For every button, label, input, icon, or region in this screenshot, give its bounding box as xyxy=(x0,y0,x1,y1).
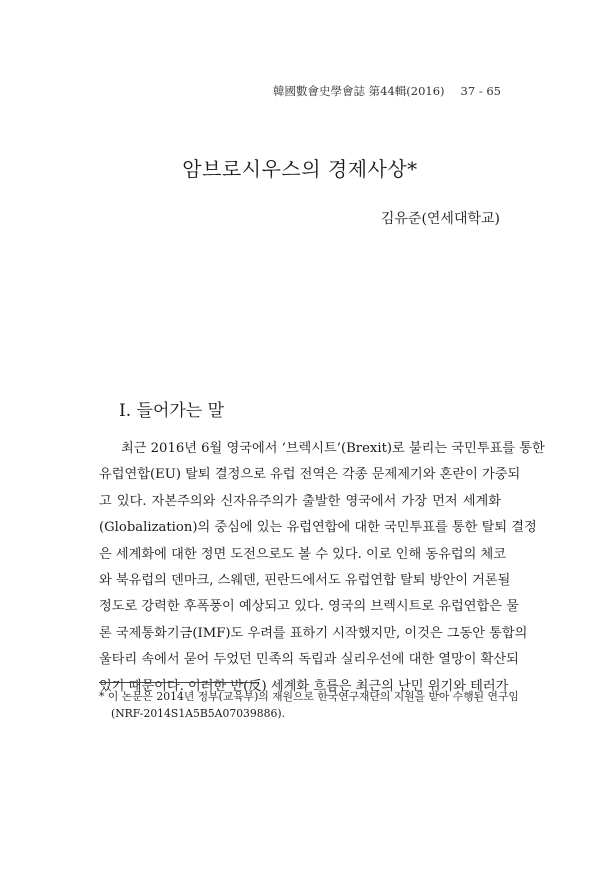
body-line: 유럽연합(EU) 탈퇴 결정으로 유럽 전역은 각종 문제제기와 혼란이 가중되 xyxy=(99,467,521,483)
running-header xyxy=(273,83,501,99)
body-line: 와 북유럽의 덴마크, 스웨덴, 핀란드에서도 유럽연합 탈퇴 방안이 거론될 xyxy=(99,572,511,588)
body-line: 은 세계화에 대한 정면 도전으로도 볼 수 있다. 이로 인해 동유럽의 체코 xyxy=(99,546,506,562)
footnote-grant-number: (NRF-2014S1A5B5A07039886). xyxy=(111,707,286,720)
body-line: (Globalization)의 중심에 있는 유럽연합에 대한 국민투표를 통한 탈퇴 결정 xyxy=(99,520,537,536)
body-line: 정도로 강력한 후폭풍이 예상되고 있다. 영국의 브렉시트로 유럽연합은 물 xyxy=(99,599,519,615)
footnote-text: * 이 논문은 2014년 정부(교육부)의 재원으로 한국연구재단의 지원을 받아 수행된 연구임 xyxy=(99,690,519,703)
body-line: 론 국제통화기금(IMF)도 우려를 표하기 시작했지만, 이것은 그동안 통합의 xyxy=(99,625,528,641)
body-line: 고 있다. 자본주의와 신자유주의가 출발한 영국에서 가장 먼저 세계화 xyxy=(99,493,501,509)
page-range: 37 - 65 xyxy=(460,84,501,98)
footnote-divider xyxy=(99,682,259,683)
footnote xyxy=(99,688,519,722)
body-line: 었기 때문이다. 이러한 반(反) 세계화 흐름은 최근의 난민 위기와 테러가 xyxy=(99,678,509,694)
journal-name: 韓國數會史學會誌 第44輯(2016) xyxy=(273,84,445,98)
paper-title: 암브로시우스의 경제사상* xyxy=(182,157,418,181)
body-line: 최근 2016년 6월 영국에서 ‘브렉시트’(Brexit)로 불리는 국민투표를 통한 xyxy=(121,441,545,456)
body-line: 울타리 속에서 묻어 두었던 민족의 독립과 실리우선에 대한 열망이 확산되 xyxy=(99,652,519,668)
section-heading: Ⅰ. 들어가는 말 xyxy=(119,401,225,421)
author-affiliation: 김유준(연세대학교) xyxy=(380,211,500,227)
body-paragraph xyxy=(99,436,545,700)
